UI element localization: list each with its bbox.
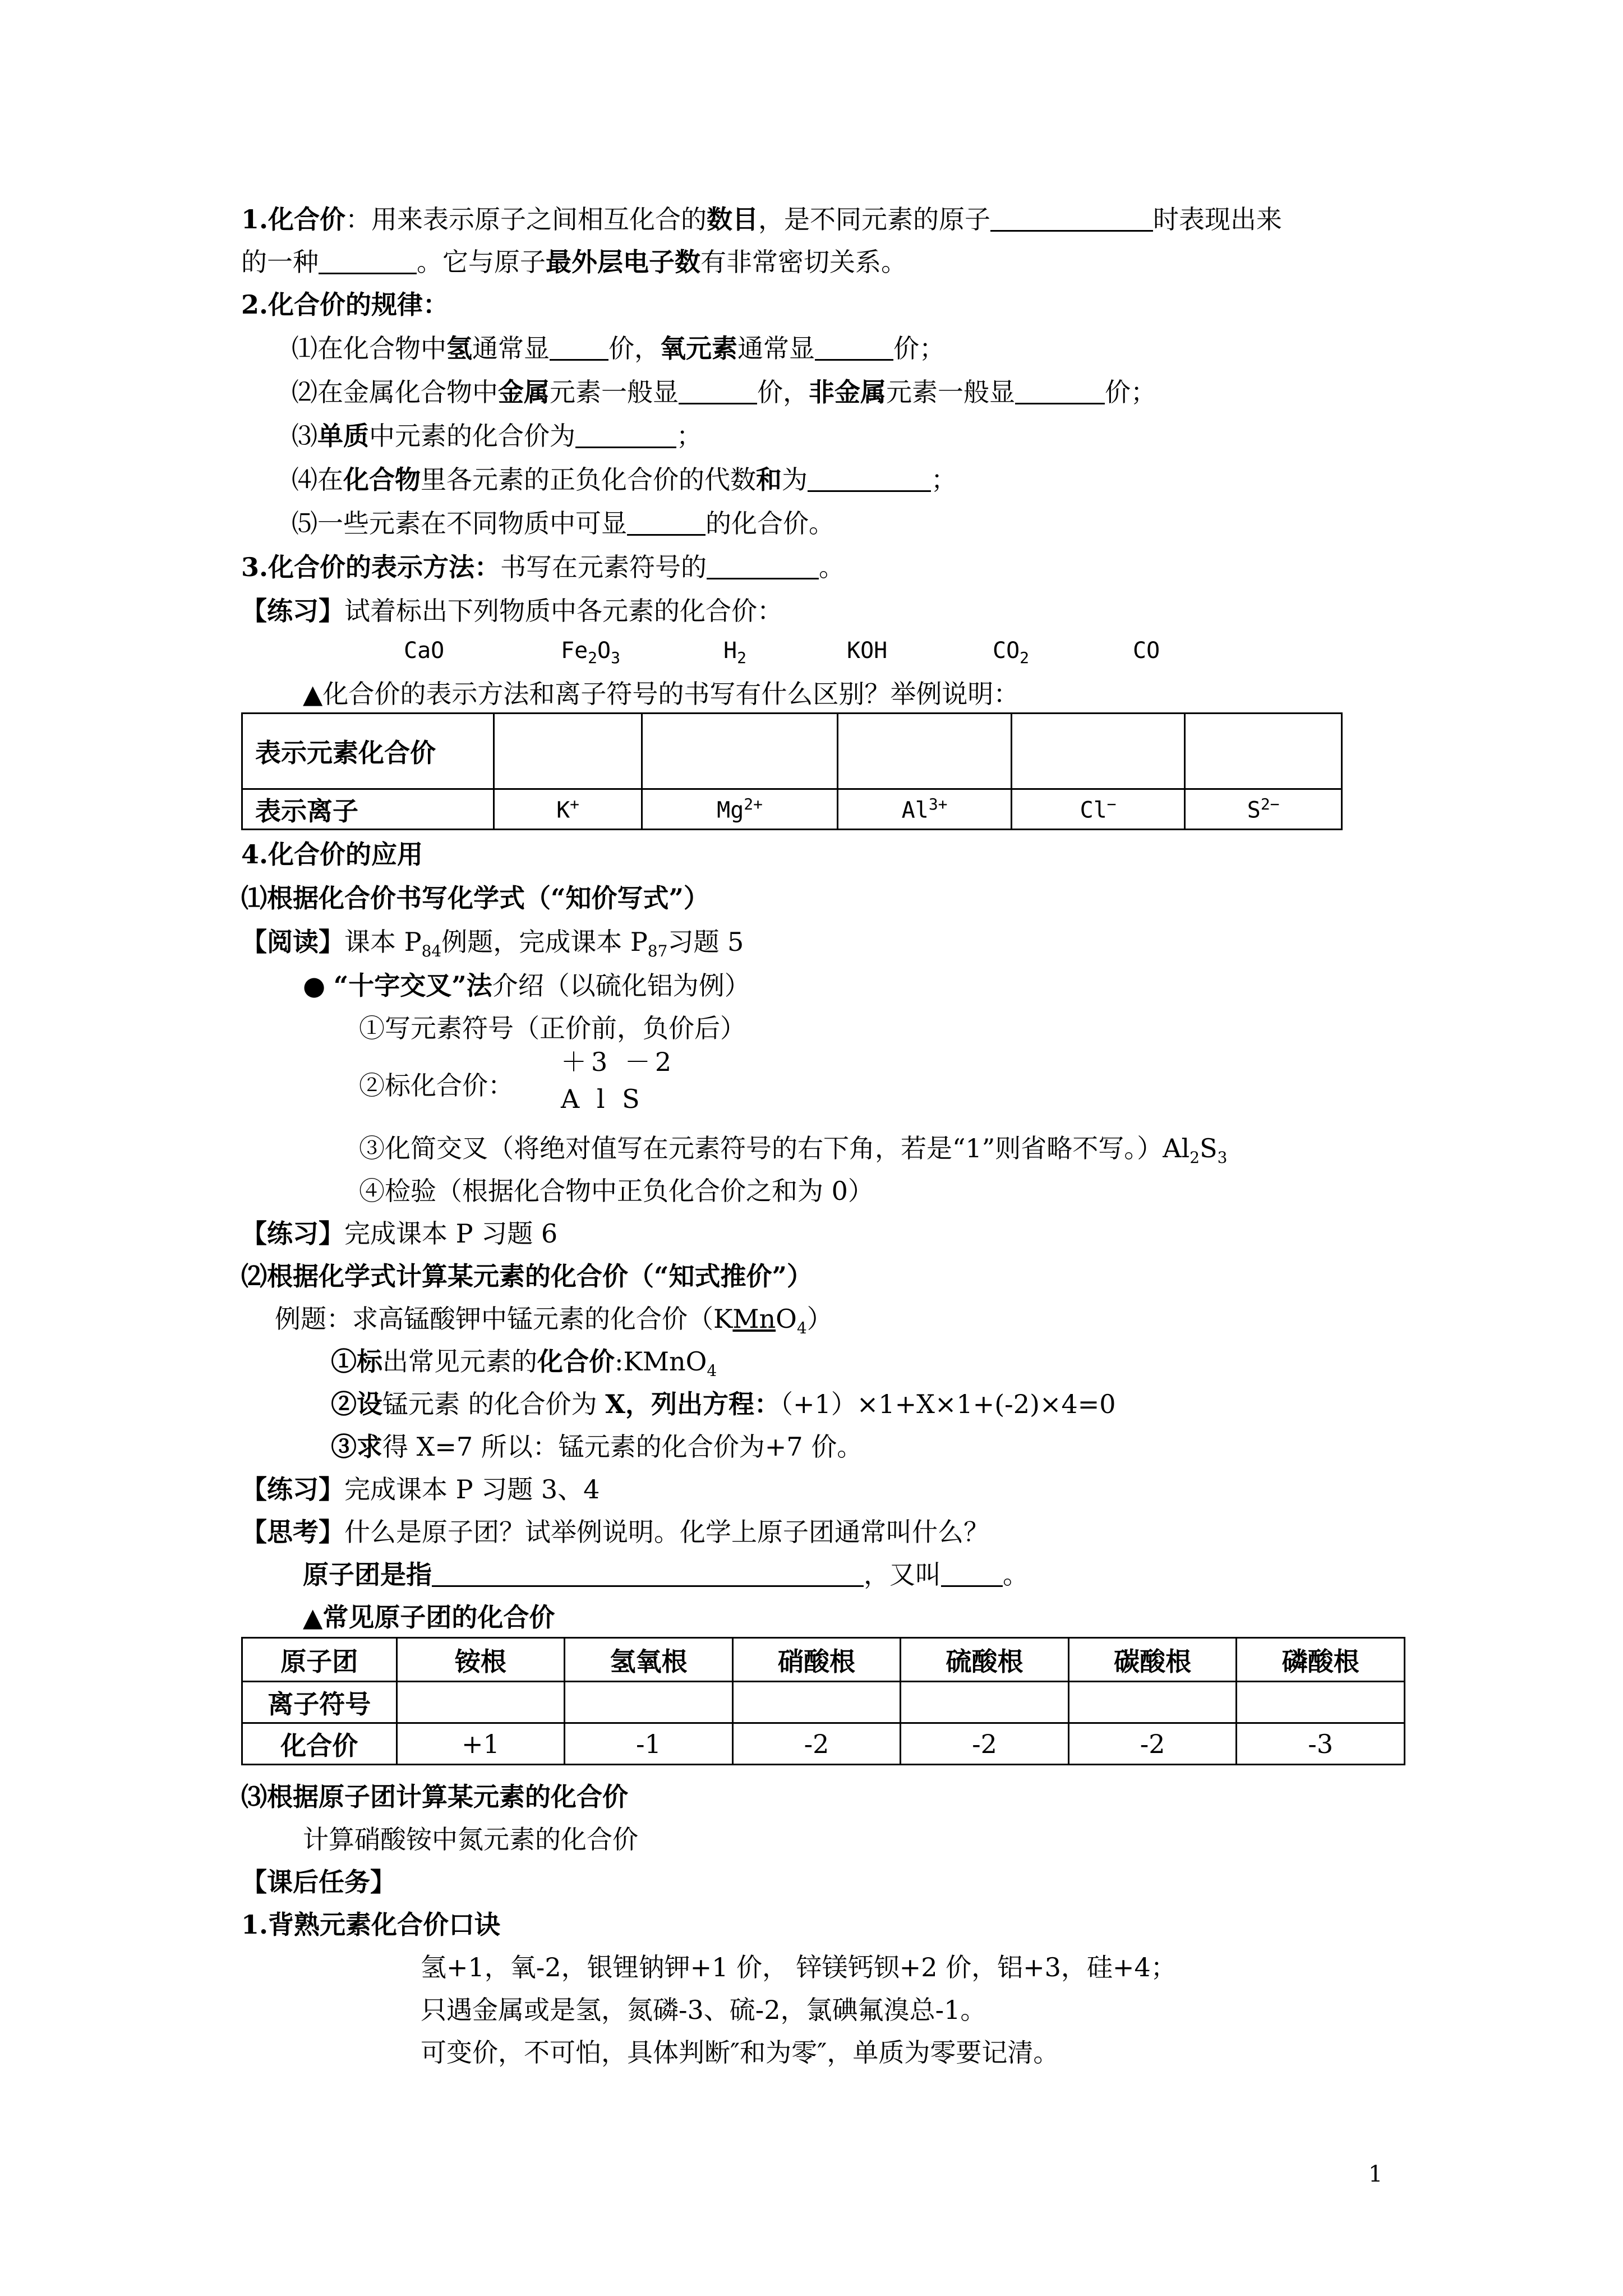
r1-d: 价， [608, 333, 660, 364]
r3-c: 中元素的化合价为 [369, 421, 575, 451]
sec1-text-h: 有非常密切关系。 [700, 247, 907, 277]
r3-b: 单质 [317, 421, 369, 451]
valence-cell: +1 [396, 1723, 565, 1765]
ex-b: O [776, 1304, 797, 1334]
ion-charge: 3+ [928, 795, 948, 814]
r5-b: 的化合价。 [706, 508, 834, 539]
read-sub1: 84 [421, 942, 442, 961]
blank [707, 555, 819, 579]
e2-d: （+1）×1+X×1+(-2)×4=0 [780, 1389, 1116, 1419]
header-cell: 氢氧根 [565, 1638, 733, 1682]
header-cell: 碳酸根 [1068, 1638, 1237, 1682]
formula-part: O [597, 638, 611, 664]
ion-charge: 2+ [744, 795, 763, 814]
ion-charge: + [570, 795, 580, 814]
formula-base: Fe [561, 638, 588, 664]
valence-ion-table [241, 712, 1343, 830]
mnemonic-line-3: 可变价，不可怕，具体判断″和为零″，单质为零要记清。 [421, 2037, 1059, 2068]
cell-empty [642, 714, 837, 789]
homework-title: 1.背熟元素化合价口诀 [241, 1910, 501, 1940]
cell-empty [1011, 714, 1185, 789]
sec1-text-a: ：用来表示原子之间相互化合的 [345, 204, 707, 234]
r2-a: ⑵在金属化合物中 [292, 377, 498, 407]
valence-cell: -2 [901, 1723, 1069, 1765]
cell-empty [732, 1682, 901, 1723]
row-label-valence: 表示元素化合价 [242, 714, 494, 789]
header-cell: 磷酸根 [1237, 1638, 1405, 1682]
step-3 [359, 1135, 1227, 1166]
r2-d: 价， [757, 377, 809, 407]
blank [319, 250, 417, 274]
rule-4 [292, 464, 957, 495]
sec2-title: 2.化合价的规律： [241, 289, 449, 320]
e2-c: X，列出方程： [605, 1389, 780, 1419]
sec1-text-g: 最外层电子数 [546, 247, 700, 277]
r2-e: 非金属 [809, 377, 886, 407]
cell-empty [1185, 714, 1342, 789]
blank [990, 208, 1153, 232]
practice-2 [241, 1218, 558, 1249]
e1-a: ①标 [331, 1346, 382, 1377]
r1-b: 氢 [446, 333, 472, 364]
cross-b: 介绍（以硫化铝为例） [492, 970, 750, 1001]
blank [1015, 380, 1105, 404]
rule-3 [292, 423, 702, 449]
header-cell: 铵根 [396, 1638, 565, 1682]
example-step-1 [331, 1346, 717, 1381]
formula-base: CaO [404, 638, 445, 664]
sec4-sub2: ⑵根据化学式计算某元素的化合价（“知式推价”） [241, 1261, 813, 1291]
ex-mn: Mn [732, 1304, 776, 1334]
blank [679, 380, 757, 404]
sec3-a: 3.化合价的表示方法： [241, 552, 501, 582]
sec4-sub3: ⑶根据原子团计算某元素的化合价 [241, 1782, 628, 1812]
formula-sub: 2 [588, 648, 598, 667]
valence-cell: -2 [1068, 1723, 1237, 1765]
ion-charge: 2− [1260, 795, 1280, 814]
ex-sub: 4 [796, 1319, 807, 1338]
sec3-line [241, 554, 845, 580]
row-label-ion: 表示离子 [242, 789, 494, 830]
read-c: 习题 5 [667, 927, 744, 957]
radical-table [241, 1637, 1405, 1765]
blank [941, 1563, 1003, 1587]
valence-cell: -2 [732, 1723, 901, 1765]
r1-f: 通常显 [737, 333, 815, 364]
def-c: 。 [1003, 1559, 1029, 1590]
read-sub2: 87 [647, 942, 668, 961]
formula-cao [404, 639, 444, 662]
practice3-tag: 【练习】 [241, 1474, 344, 1504]
sec1-line1 [241, 206, 1282, 232]
r3-a: ⑶ [292, 421, 317, 451]
cell-empty [1068, 1682, 1237, 1723]
ion-cell [838, 789, 1012, 830]
formula-base: KOH [847, 638, 888, 664]
sec1-number: 1. [241, 204, 269, 234]
r2-b: 金属 [498, 377, 550, 407]
cell-empty [396, 1682, 565, 1723]
step3-sub1: 2 [1189, 1148, 1200, 1167]
example-step-2 [331, 1391, 1116, 1417]
practice3-text: 完成课本 P 习题 3、4 [344, 1474, 600, 1504]
read-line [241, 929, 744, 959]
e1-c: 化合价 [537, 1346, 615, 1377]
bullet-icon: ● [303, 970, 326, 1001]
blank [808, 468, 931, 492]
practice2-tag: 【练习】 [241, 1218, 344, 1249]
ion-symbol: S [1247, 797, 1261, 823]
r1-e: 氧元素 [660, 333, 737, 364]
ion-cell [1185, 789, 1342, 830]
cross-a: “十字交叉”法 [333, 970, 492, 1001]
sec1-term: 化合价 [268, 204, 346, 234]
mnemonic-line-2: 只遇金属或是氢，氮磷-3、硫-2，氯碘氟溴总-1。 [421, 1995, 986, 2025]
cell-empty [838, 714, 1012, 789]
common-groups-title: ▲常见原子团的化合价 [303, 1602, 555, 1632]
step-4: ④检验（根据化合物中正负化合价之和为 0） [359, 1176, 874, 1206]
e3-b: 得 X=7 所以：锰元素的化合价为+7 价。 [382, 1432, 863, 1462]
read-tag: 【阅读】 [241, 927, 344, 957]
def-b: ，又叫 [864, 1559, 941, 1590]
sec1-text-d: 时表现出来 [1153, 204, 1283, 234]
blank [432, 1563, 864, 1587]
formula-base: CO [1133, 638, 1160, 664]
step3-b: S [1200, 1133, 1218, 1163]
sec4-title: 4.化合价的应用 [241, 839, 423, 869]
think-line [241, 1519, 989, 1545]
ion-cell [494, 789, 642, 830]
ion-cell [642, 789, 837, 830]
cell-empty [901, 1682, 1069, 1723]
formula-co2 [993, 639, 1029, 666]
header-cell: 硝酸根 [732, 1638, 901, 1682]
sec3-c: 。 [819, 552, 845, 582]
sec1-text-f: 。它与原子 [417, 247, 546, 277]
rule-1 [292, 333, 945, 364]
r2-c: 元素一般显 [550, 377, 679, 407]
cell-empty [1237, 1682, 1405, 1723]
page-number: 1 [1368, 2161, 1383, 2187]
e3-a: ③求 [331, 1432, 382, 1462]
formula-h2 [723, 639, 746, 666]
r3-d: ； [676, 421, 702, 451]
sec1-line2 [241, 249, 907, 275]
blank [575, 424, 676, 448]
r4-a: ⑷在 [292, 464, 343, 495]
blank [627, 512, 706, 536]
cell-empty [565, 1682, 733, 1723]
practice-text: 试着标出下列物质中各元素的化合价： [344, 596, 783, 626]
r4-e: 为 [782, 464, 808, 495]
formula-koh [847, 639, 887, 662]
header-cell: 原子团 [242, 1638, 397, 1682]
r4-b: 化合物 [343, 464, 421, 495]
e2-a: ②设 [331, 1389, 382, 1419]
step3-a: ③化简交叉（将绝对值写在元素符号的右下角，若是“1”则省略不写。）Al [359, 1133, 1190, 1163]
r1-a: ⑴在化合物中 [292, 333, 446, 364]
header-cell: 硫酸根 [901, 1638, 1069, 1682]
def-a: 原子团是指 [303, 1559, 432, 1590]
row-label-ion-symbol: 离子符号 [242, 1682, 397, 1723]
valence-cell: -1 [565, 1723, 733, 1765]
example-step-3 [331, 1434, 863, 1460]
formula-base: CO [993, 638, 1020, 664]
formula-co [1133, 639, 1160, 662]
formula-base: H [723, 638, 737, 664]
formula-sub: 3 [611, 648, 620, 667]
formula-sub: 2 [1020, 648, 1030, 667]
step-1: ①写元素符号（正价前，负价后） [359, 1013, 746, 1043]
r1-g: 价； [893, 333, 945, 364]
ion-symbol: Al [901, 797, 929, 823]
blank [550, 337, 608, 361]
think-text: 什么是原子团？试举例说明。化学上原子团通常叫什么？ [344, 1517, 989, 1547]
step3-sub2: 3 [1217, 1148, 1228, 1167]
step-2-elements: A l S [561, 1084, 644, 1114]
ion-charge: − [1106, 795, 1117, 814]
practice-1 [241, 598, 783, 624]
step-2-valences: ＋3 －2 [561, 1047, 676, 1077]
valence-cell: -3 [1237, 1723, 1405, 1765]
sec1-text-e: 的一种 [241, 247, 319, 277]
practice-tag: 【练习】 [241, 596, 344, 626]
sec1-text-c: ，是不同元素的原子 [758, 204, 991, 234]
sec4-sub1: ⑴根据化合价书写化学式（“知价写式”） [241, 883, 709, 913]
r2-f: 元素一般显 [886, 377, 1015, 407]
step-2-label: ②标化合价： [359, 1070, 514, 1101]
practice-3 [241, 1476, 600, 1502]
cross-method [303, 970, 750, 1001]
e1-sub: 4 [707, 1361, 717, 1381]
rule-5 [292, 508, 834, 539]
read-b: 例题，完成课本 P [441, 927, 648, 957]
ex-a: 例题：求高锰酸钾中锰元素的化合价（K [275, 1304, 733, 1334]
e1-b: 出常见元素的 [382, 1346, 537, 1377]
r2-g: 价； [1105, 377, 1156, 407]
r4-f: ； [931, 464, 957, 495]
ion-cell [1011, 789, 1185, 830]
sec1-text-b: 数目 [707, 204, 759, 234]
r5-a: ⑸一些元素在不同物质中可显 [292, 508, 627, 539]
think-tag: 【思考】 [241, 1517, 344, 1547]
blank [815, 337, 893, 361]
homework-tag: 【课后任务】 [241, 1867, 396, 1897]
calc-line: 计算硝酸铵中氮元素的化合价 [303, 1824, 638, 1855]
e2-b: 锰元素 的化合价为 [382, 1389, 606, 1419]
ex-c: ） [806, 1304, 833, 1334]
formula-sub: 2 [737, 648, 746, 667]
ion-symbol: K [556, 797, 570, 823]
mnemonic-line-1: 氢+1，氧-2，银锂钠钾+1 价， 锌镁钙钡+2 价，铝+3，硅+4； [421, 1952, 1177, 1982]
ion-symbol: Cl [1080, 797, 1107, 823]
r4-d: 和 [756, 464, 782, 495]
example-line [275, 1306, 833, 1336]
question-difference: ▲化合价的表示方法和离子符号的书写有什么区别？举例说明： [303, 679, 1020, 709]
r1-c: 通常显 [472, 333, 550, 364]
practice2-text: 完成课本 P 习题 6 [344, 1218, 558, 1249]
cell-empty [494, 714, 642, 789]
rule-2 [292, 379, 1156, 405]
formula-fe2o3 [561, 639, 620, 666]
row-label-valence: 化合价 [242, 1723, 397, 1765]
read-a: 课本 P [344, 927, 422, 957]
ion-symbol: Mg [717, 797, 744, 823]
definition-line [303, 1559, 1029, 1590]
sec3-b: 书写在元素符号的 [500, 552, 707, 582]
r4-c: 里各元素的正负化合价的代数 [421, 464, 756, 495]
e1-d: :KMnO [615, 1346, 707, 1377]
